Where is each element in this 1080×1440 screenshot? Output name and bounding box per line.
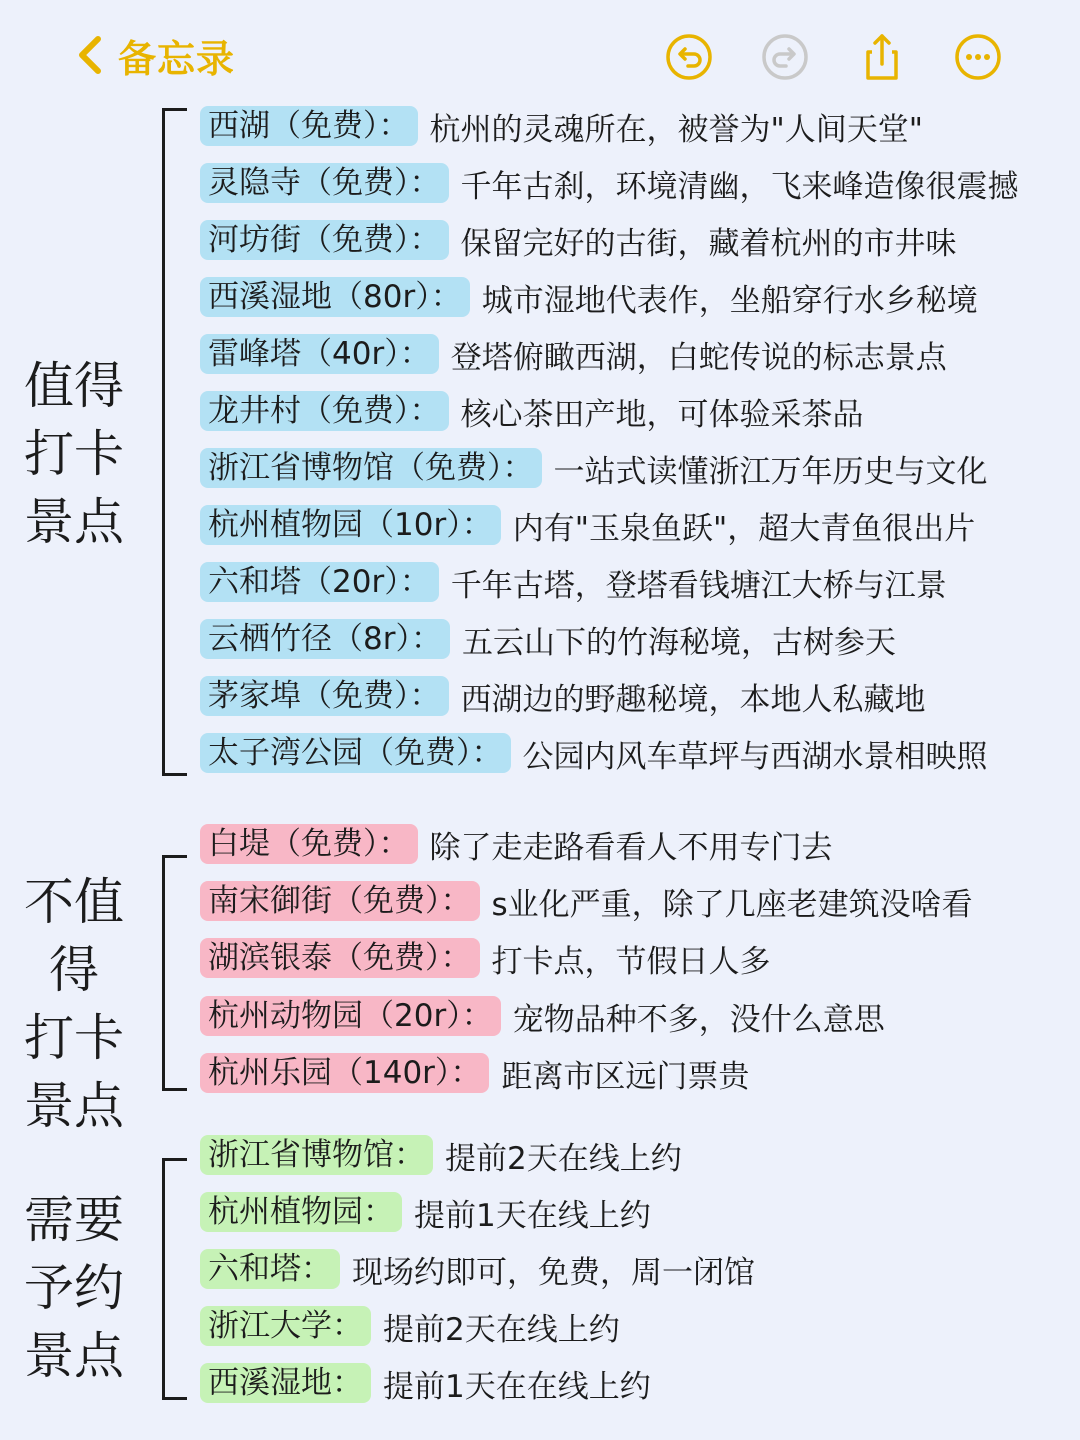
spot-name: 杭州乐园（140r）： xyxy=(200,1053,489,1093)
spot-description: s业化严重，除了几座老建筑没啥看 xyxy=(491,886,973,923)
share-icon xyxy=(857,32,907,82)
spot-description: 千年古刹，环境清幽，飞来峰造像很震撼 xyxy=(460,168,1019,205)
section-title-line: 景点 xyxy=(24,493,124,551)
spot-description: 登塔俯瞰西湖，白蛇传说的标志景点 xyxy=(450,339,947,376)
spot-description: 现场约即可，免费，周一闭馆 xyxy=(352,1254,755,1291)
bracket-line xyxy=(162,855,187,1091)
spot-description: 杭州的灵魂所在，被誉为"人间天堂" xyxy=(429,111,924,148)
list-item[interactable] xyxy=(200,731,988,775)
spot-name: 浙江省博物馆： xyxy=(200,1135,433,1175)
list-item[interactable] xyxy=(200,1304,620,1348)
spot-name: 南宋御街（免费）： xyxy=(200,881,480,921)
spot-description: 提前1天在线上约 xyxy=(414,1197,651,1234)
section-title xyxy=(20,1186,128,1390)
redo-icon xyxy=(760,32,810,82)
section-title-line: 打卡 xyxy=(24,425,124,483)
spot-description: 内有"玉泉鱼跃"，超大青鱼很出片 xyxy=(512,510,976,547)
spot-name: 六和塔（20r）： xyxy=(200,562,439,602)
list-item[interactable] xyxy=(200,1361,651,1405)
back-button[interactable] xyxy=(72,28,235,82)
spot-description: 一站式读懂浙江万年历史与文化 xyxy=(553,453,988,490)
spot-description: 城市湿地代表作，坐船穿行水乡秘境 xyxy=(481,282,978,319)
spot-description: 除了走走路看看人不用专门去 xyxy=(429,829,833,866)
list-item[interactable] xyxy=(200,1247,755,1291)
spot-name: 西溪湿地： xyxy=(200,1363,371,1403)
list-item[interactable] xyxy=(200,1190,651,1234)
spot-description: 提前1天在在线上约 xyxy=(383,1368,651,1405)
section-title-line: 打卡 xyxy=(24,1009,124,1067)
section-title-line: 不值得 xyxy=(24,873,124,999)
section-title xyxy=(0,868,148,1140)
redo-button[interactable] xyxy=(760,32,810,82)
spot-description: 千年古塔，登塔看钱塘江大桥与江景 xyxy=(450,567,947,604)
list-item[interactable] xyxy=(200,161,1019,205)
chevron-left-icon xyxy=(72,33,106,77)
spot-description: 距离市区远门票贵 xyxy=(501,1058,750,1095)
spot-name: 龙井村（免费）： xyxy=(200,391,449,431)
spot-name: 西湖（免费）： xyxy=(200,106,418,146)
list-item[interactable] xyxy=(200,560,947,604)
spot-description: 宠物品种不多，没什么意思 xyxy=(512,1001,885,1038)
section-title-line: 值得 xyxy=(24,357,124,415)
spot-name: 灵隐寺（免费）： xyxy=(200,163,449,203)
spot-name: 杭州植物园： xyxy=(200,1192,402,1232)
spot-name: 河坊街（免费）： xyxy=(200,220,449,260)
spot-description: 西湖边的野趣秘境，本地人私藏地 xyxy=(460,681,926,718)
spot-name: 西溪湿地（80r）： xyxy=(200,277,470,317)
spot-name: 太子湾公园（免费）： xyxy=(200,733,511,773)
section-title-line: 需要 xyxy=(24,1191,124,1249)
spot-description: 五云山下的竹海秘境，古树参天 xyxy=(461,624,896,661)
more-icon xyxy=(953,32,1003,82)
list-item[interactable] xyxy=(200,446,988,490)
spot-name: 杭州植物园（10r）： xyxy=(200,505,501,545)
undo-button[interactable] xyxy=(664,32,714,82)
back-label: 备忘录 xyxy=(118,36,236,81)
list-item[interactable] xyxy=(200,389,864,433)
section-title xyxy=(20,352,128,556)
list-item[interactable] xyxy=(200,1051,749,1095)
spot-description: 打卡点，节假日人多 xyxy=(491,943,771,980)
spot-name: 六和塔： xyxy=(200,1249,340,1289)
share-button[interactable] xyxy=(857,32,907,82)
spot-name: 雷峰塔（40r）： xyxy=(200,334,439,374)
spot-description: 提前2天在线上约 xyxy=(445,1140,682,1177)
spot-name: 浙江省博物馆（免费）： xyxy=(200,448,542,488)
bracket-line xyxy=(162,1158,187,1400)
section-title-line: 景点 xyxy=(24,1327,124,1385)
list-item[interactable] xyxy=(200,936,771,980)
list-item[interactable] xyxy=(200,879,973,923)
more-button[interactable] xyxy=(953,32,1003,82)
spot-name: 云栖竹径（8r）： xyxy=(200,619,450,659)
list-item[interactable] xyxy=(200,994,885,1038)
list-item[interactable] xyxy=(200,332,947,376)
spot-description: 提前2天在线上约 xyxy=(383,1311,620,1348)
bracket-line xyxy=(162,108,187,776)
navigation-bar xyxy=(0,0,1080,110)
list-item[interactable] xyxy=(200,104,923,148)
list-item[interactable] xyxy=(200,503,975,547)
undo-icon xyxy=(664,32,714,82)
list-item[interactable] xyxy=(200,674,926,718)
section-title-line: 予约 xyxy=(24,1259,124,1317)
list-item[interactable] xyxy=(200,1133,682,1177)
section-title-line: 景点 xyxy=(24,1077,124,1135)
spot-name: 湖滨银泰（免费）： xyxy=(200,938,480,978)
spot-name: 杭州动物园（20r）： xyxy=(200,996,501,1036)
list-item[interactable] xyxy=(200,275,978,319)
spot-name: 茅家埠（免费）： xyxy=(200,676,449,716)
spot-name: 白堤（免费）： xyxy=(200,824,418,864)
list-item[interactable] xyxy=(200,218,957,262)
list-item[interactable] xyxy=(200,822,833,866)
spot-description: 保留完好的古街，藏着杭州的市井味 xyxy=(460,225,957,262)
spot-description: 核心茶田产地，可体验采茶品 xyxy=(460,396,864,433)
spot-description: 公园内风车草坪与西湖水景相映照 xyxy=(522,738,988,775)
list-item[interactable] xyxy=(200,617,896,661)
spot-name: 浙江大学： xyxy=(200,1306,371,1346)
